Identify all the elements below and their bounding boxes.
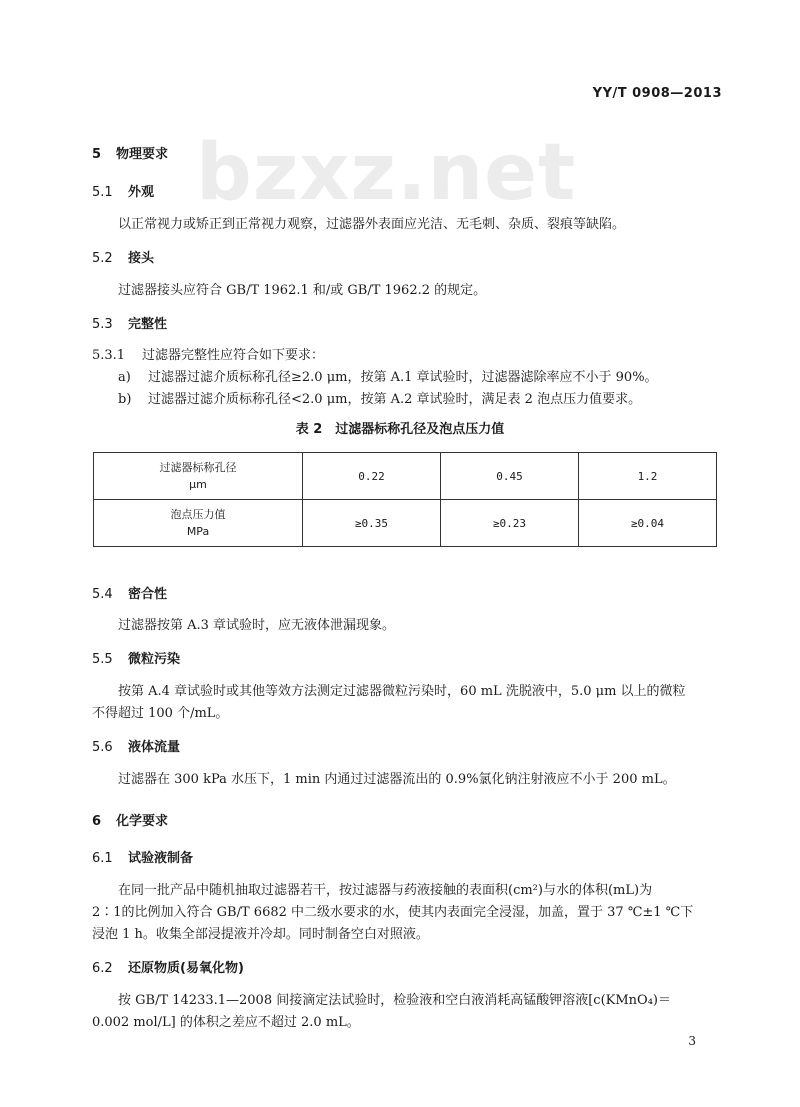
section-5-4-text: 过滤器按第 A.3 章试验时，应无液体泄漏现象。 bbox=[118, 618, 396, 633]
table-cell: ≥0.04 bbox=[579, 500, 717, 547]
section-5-5-text-line1: 按第 A.4 章试验时或其他等效方法测定过滤器微粒污染时，60 mL 洗脱液中，5.0 μm 以上的微粒 bbox=[118, 684, 686, 699]
section-number: 5.6 bbox=[92, 740, 113, 755]
section-number: 6.1 bbox=[92, 851, 113, 866]
section-5-3-1 bbox=[92, 344, 324, 363]
section-5-5-text-line2: 不得超过 100 个/mL。 bbox=[92, 706, 229, 721]
watermark: bzxz.net bbox=[196, 128, 577, 218]
section-text: 过滤器完整性应符合如下要求： bbox=[142, 348, 325, 363]
list-item-b bbox=[118, 388, 641, 407]
table-row bbox=[94, 500, 717, 547]
list-item-text: 过滤器过滤介质标称孔径≥2.0 μm，按第 A.1 章试验时，过滤器滤除率应不小于 90%。 bbox=[148, 370, 658, 385]
row-header bbox=[94, 453, 303, 500]
section-5-1-text: 以正常视力或矫正到正常视力观察，过滤器外表面应光洁、无毛刺、杂质、裂痕等缺陷。 bbox=[118, 217, 626, 232]
section-title: 还原物质(易氧化物) bbox=[128, 961, 244, 976]
section-5-4-heading bbox=[92, 583, 167, 602]
section-6-1-heading bbox=[92, 847, 193, 866]
list-item-text: 过滤器过滤介质标称孔径<2.0 μm，按第 A.2 章试验时，满足表 2 泡点压力值要求。 bbox=[148, 392, 642, 407]
list-item-label: b) bbox=[118, 392, 132, 407]
table-cell: 0.45 bbox=[441, 453, 579, 500]
bubble-point-table bbox=[93, 452, 717, 547]
row-header-label: 过滤器标称孔径 bbox=[159, 461, 237, 474]
section-5-5-heading bbox=[92, 648, 180, 667]
list-item-label: a) bbox=[118, 370, 131, 385]
section-number: 5.3.1 bbox=[92, 348, 126, 363]
section-number: 5.5 bbox=[92, 652, 113, 667]
section-5-2-text: 过滤器接头应符合 GB/T 1962.1 和/或 GB/T 1962.2 的规定。 bbox=[118, 283, 487, 298]
row-header bbox=[94, 500, 303, 547]
section-5-heading bbox=[92, 143, 168, 162]
section-title: 完整性 bbox=[128, 317, 168, 332]
table-caption: 表 2 过滤器标称孔径及泡点压力值 bbox=[295, 422, 505, 437]
list-item-a bbox=[118, 366, 658, 385]
section-title: 密合性 bbox=[128, 587, 168, 602]
table-row bbox=[94, 453, 717, 500]
section-number: 5.3 bbox=[92, 317, 113, 332]
table-cell: 0.22 bbox=[303, 453, 441, 500]
section-title: 外观 bbox=[128, 185, 155, 200]
section-number: 5.4 bbox=[92, 587, 113, 602]
section-5-6-heading bbox=[92, 736, 180, 755]
section-title: 化学要求 bbox=[116, 814, 169, 829]
section-6-2-text-line1: 按 GB/T 14233.1—2008 间接滴定法试验时，检验液和空白液消耗高锰酸钾溶液[c(KMnO₄)＝ bbox=[118, 993, 671, 1008]
table-cell: ≥0.23 bbox=[441, 500, 579, 547]
section-title: 接头 bbox=[128, 251, 155, 266]
section-title: 试验液制备 bbox=[128, 851, 194, 866]
section-6-1-text-line1: 在同一批产品中随机抽取过滤器若干，按过滤器与药液接触的表面积(cm²)与水的体积(mL)为 bbox=[118, 883, 653, 898]
section-5-6-text: 过滤器在 300 kPa 水压下，1 min 内通过过滤器流出的 0.9%氯化钠注射液应不小于 200 mL。 bbox=[118, 772, 676, 787]
section-title: 物理要求 bbox=[116, 147, 169, 162]
page-number: 3 bbox=[688, 1034, 696, 1048]
section-6-2-heading bbox=[92, 957, 244, 976]
section-title: 液体流量 bbox=[128, 740, 181, 755]
table-cell: ≥0.35 bbox=[303, 500, 441, 547]
section-5-3-heading bbox=[92, 313, 167, 332]
section-6-1-text-line2: 2∶1的比例加入符合 GB/T 6682 中二级水要求的水，使其内表面完全浸湿，加盖，置于 37 ℃±1 ℃下 bbox=[92, 905, 694, 920]
section-6-heading bbox=[92, 810, 168, 829]
section-number: 6.2 bbox=[92, 961, 113, 976]
section-5-1-heading bbox=[92, 181, 154, 200]
section-number: 5 bbox=[92, 147, 102, 162]
section-6-1-text-line3: 浸泡 1 h。收集全部浸提液并冷却。同时制备空白对照液。 bbox=[92, 927, 429, 942]
section-title: 微粒污染 bbox=[128, 652, 181, 667]
section-5-2-heading bbox=[92, 247, 154, 266]
row-header-unit: μm bbox=[189, 478, 207, 491]
table-cell: 1.2 bbox=[579, 453, 717, 500]
row-header-unit: MPa bbox=[186, 525, 210, 538]
section-number: 5.1 bbox=[92, 185, 113, 200]
standard-number: YY/T 0908—2013 bbox=[592, 86, 722, 101]
section-6-2-text-line2: 0.002 mol/L] 的体积之差应不超过 2.0 mL。 bbox=[92, 1015, 360, 1030]
section-number: 5.2 bbox=[92, 251, 113, 266]
row-header-label: 泡点压力值 bbox=[170, 508, 226, 521]
section-number: 6 bbox=[92, 814, 102, 829]
